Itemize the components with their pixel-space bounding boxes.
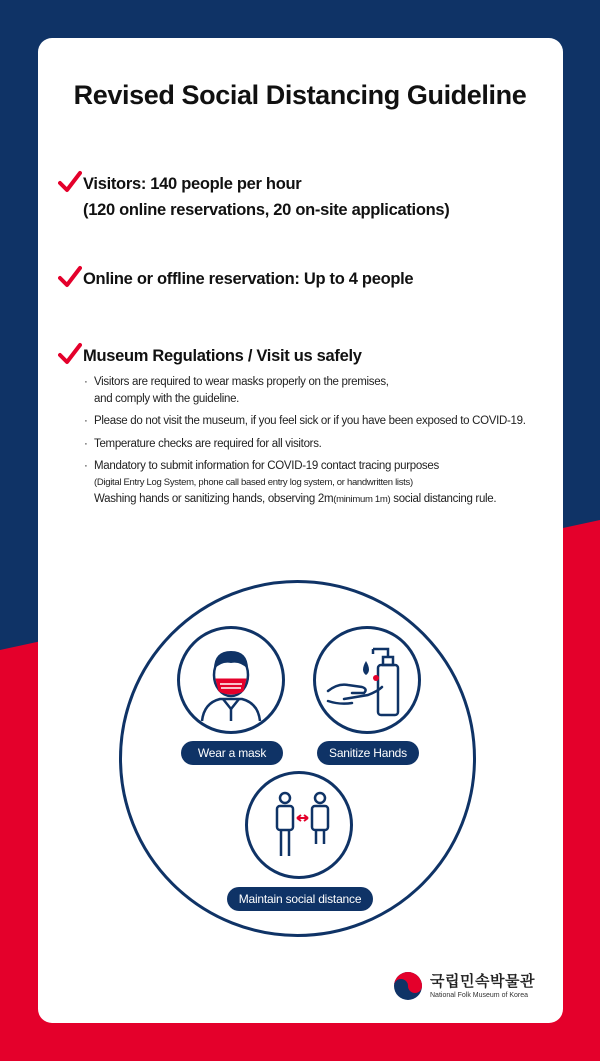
checkmark-icon bbox=[58, 265, 82, 289]
mask-icon-circle bbox=[177, 626, 285, 734]
sanitizer-icon-circle bbox=[313, 626, 421, 734]
social-distance-label: Maintain social distance bbox=[227, 887, 373, 911]
guideline-item-visitors bbox=[58, 171, 449, 223]
distance-icon bbox=[248, 774, 350, 876]
taegeuk-logo-icon bbox=[392, 970, 424, 1002]
list-item: · Please do not visit the museum, if you feel sick or if you have been exposed to COVID-19. bbox=[84, 415, 526, 427]
reservation-line: Online or offline reservation: Up to 4 people bbox=[83, 270, 414, 288]
logo-english-text: National Folk Museum of Korea bbox=[430, 992, 529, 999]
visitors-line-1: Visitors: 140 people per hour bbox=[83, 175, 302, 193]
safety-icons-circle bbox=[119, 580, 476, 937]
distance-icon-circle bbox=[245, 771, 353, 879]
logo-korean-text: 국립민속박물관 bbox=[430, 973, 535, 990]
checkmark-icon bbox=[58, 170, 82, 194]
museum-logo bbox=[392, 970, 535, 1007]
regulations-heading: Museum Regulations / Visit us safely bbox=[83, 347, 362, 365]
wear-mask-label: Wear a mask bbox=[181, 741, 283, 765]
sanitize-hands-label: Sanitize Hands bbox=[317, 741, 419, 765]
guideline-item-regulations bbox=[58, 343, 362, 369]
page-title: Revised Social Distancing Guideline bbox=[73, 80, 527, 110]
mask-icon bbox=[180, 629, 282, 731]
guideline-item-reservation bbox=[58, 266, 413, 292]
checkmark-icon bbox=[58, 342, 82, 366]
list-item: · Temperature checks are required for all visitors. bbox=[84, 437, 322, 450]
visitors-line-2: (120 online reservations, 20 on-site applications) bbox=[83, 201, 450, 219]
list-item: · Mandatory to submit information for COVID-19 contact tracing purposes (Digital Entry Log System, phone call based entry log system, or handwritten lists) Washing hands or sanitizing hands, observing 2m(minimum 1m) social distancing rule. bbox=[84, 460, 497, 505]
regulations-list bbox=[84, 374, 564, 515]
list-item: · Visitors are required to wear masks properly on the premises, and comply with the guideline. bbox=[84, 376, 389, 405]
sanitizer-icon bbox=[316, 629, 418, 731]
